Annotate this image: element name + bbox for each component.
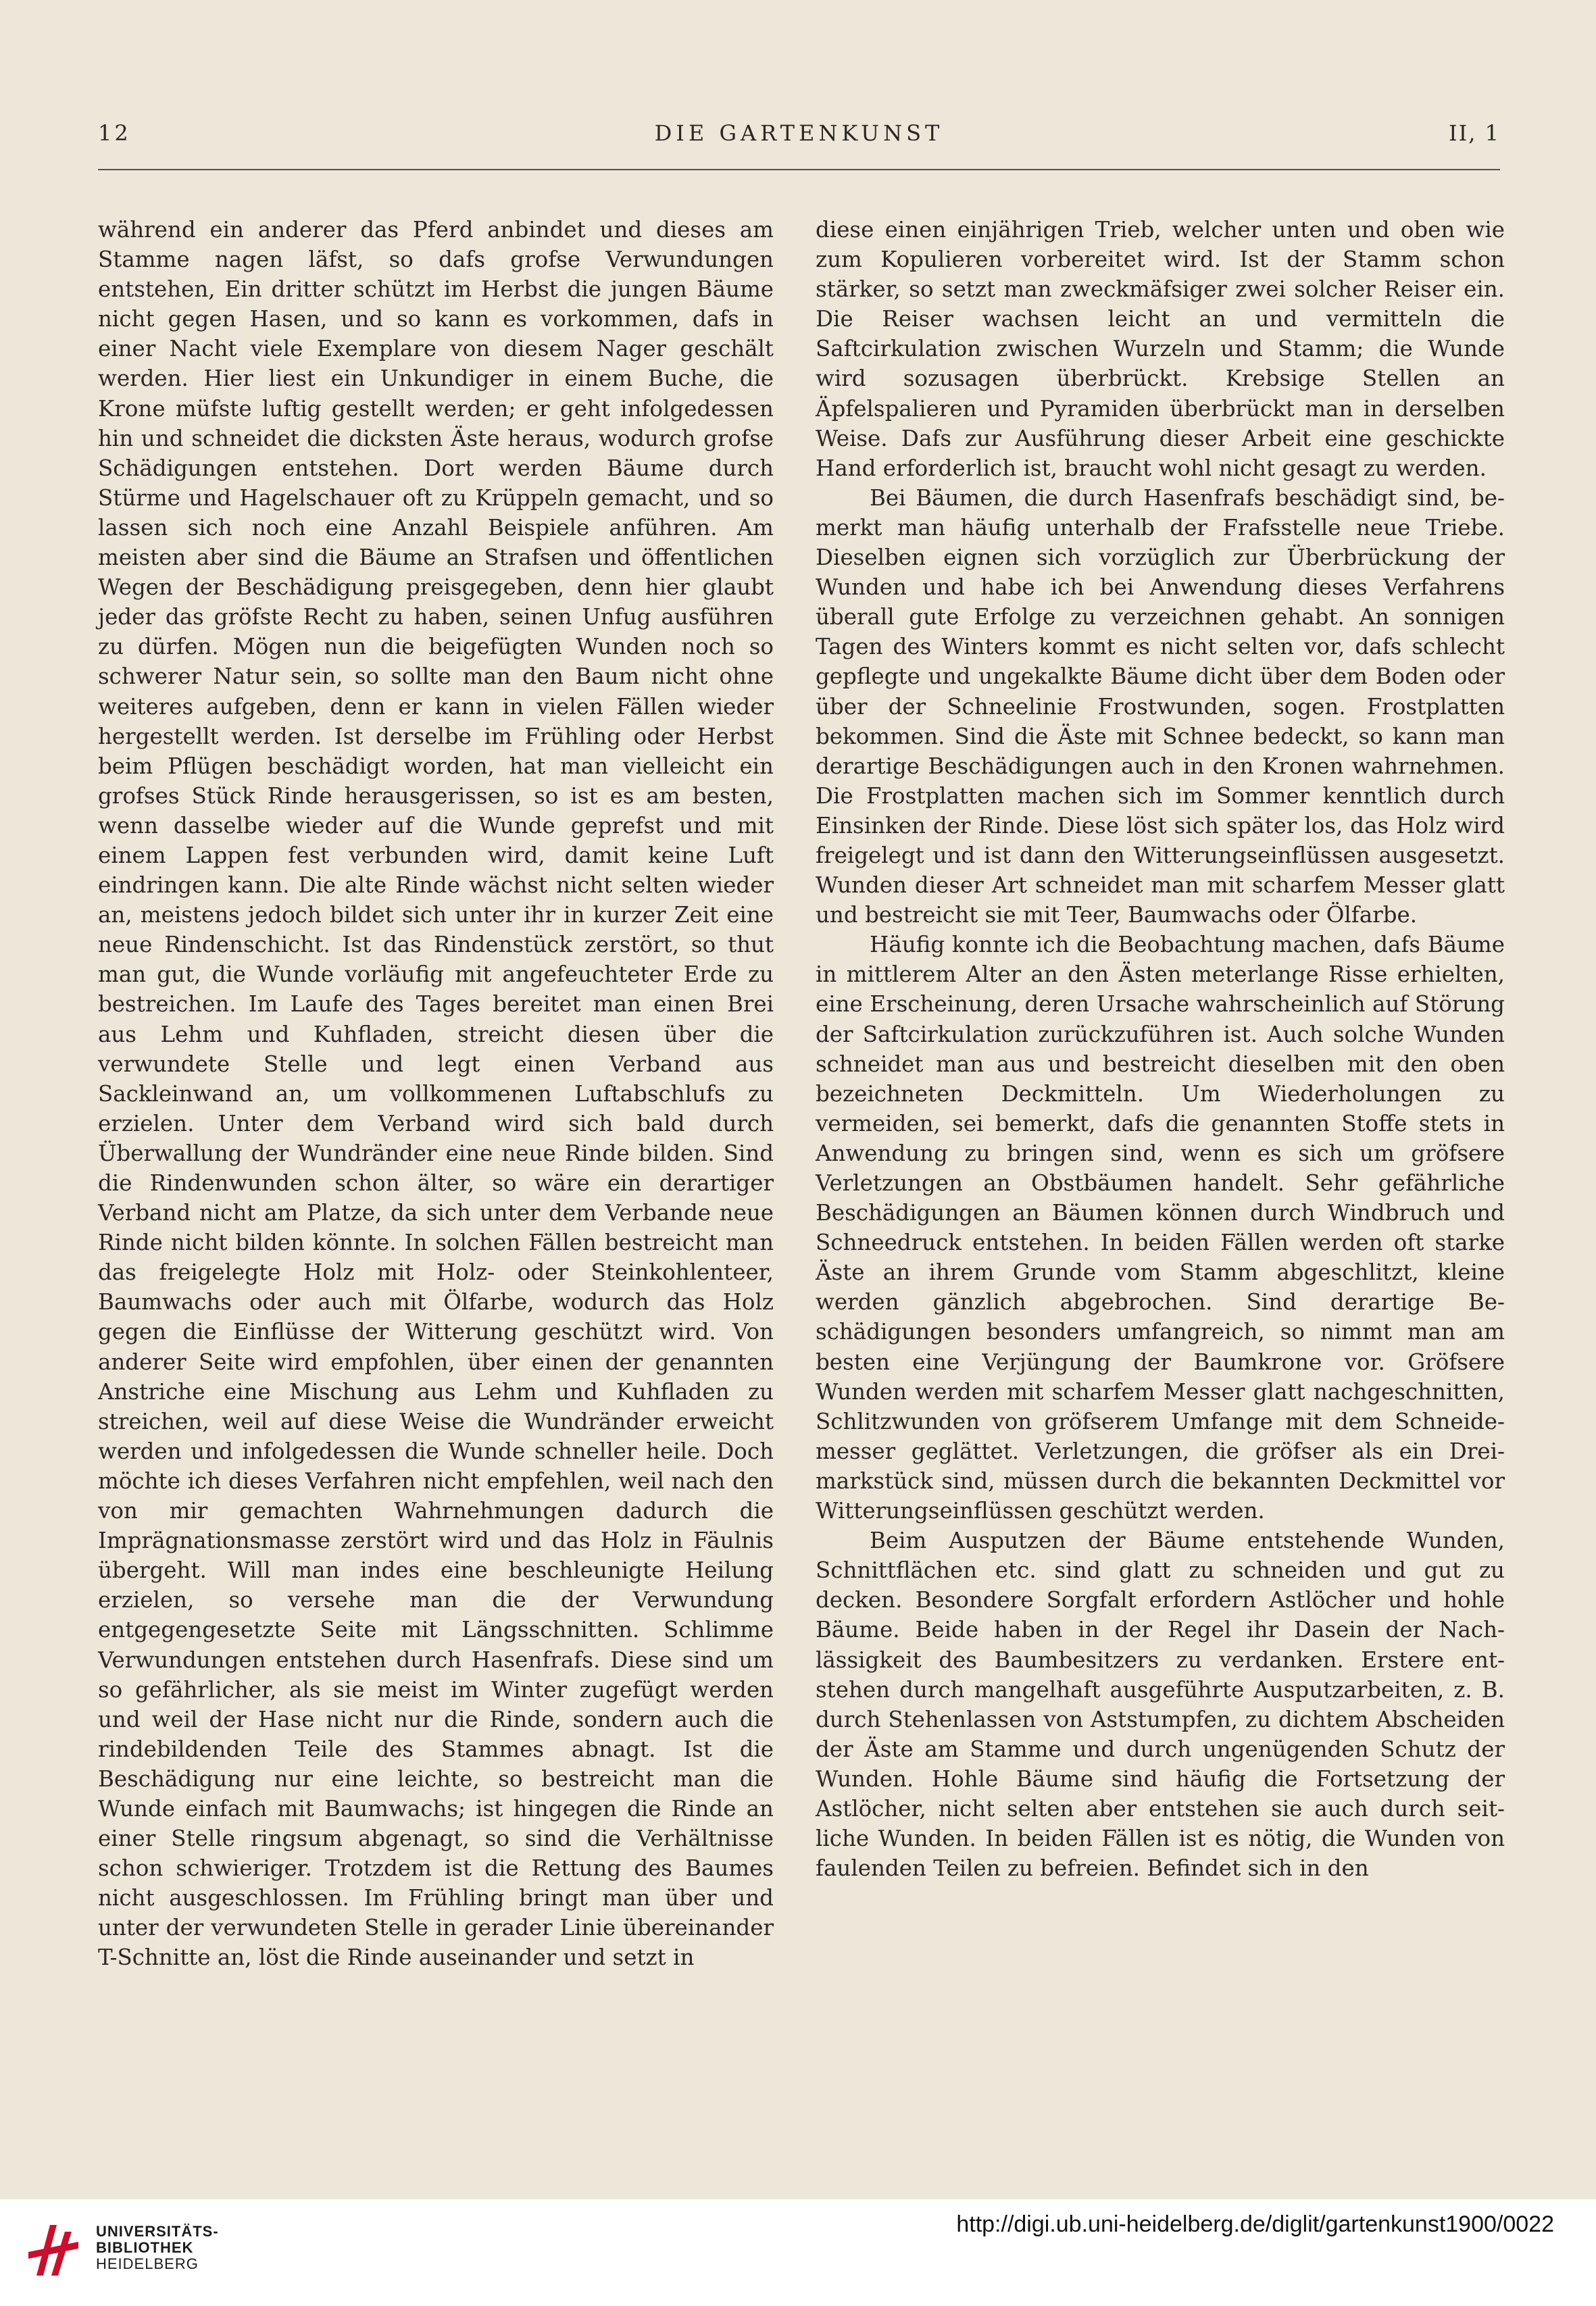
library-name-line1: UNIVERSITÄTS- <box>96 2223 219 2240</box>
library-name <box>96 2224 219 2272</box>
paragraph: Beim Ausputzen der Bäume entstehende Wunden, Schnittflächen etc. sind glatt zu schneiden und gut zu decken. Besondere Sorgfalt erfordern Astlöcher und hohle Bäume. Beide haben in der Regel ihr Dasein der Nachlässigkeit des Baumbesitzers zu verdanken. Erstere entstehen durch mangelhaft ausgeführte Ausputzarbeiten, z. B. durch Stehenlassen von Aststumpfen, zu dichtem Abscheiden der Äste am Stamme und durch ungenügenden Schutz der Wunden. Hohle Bäume sind häufig die Fortsetzung der Astlöcher, nicht selten aber entstehen sie auch durch seitliche Wunden. In beiden Fällen ist es nötig, die Wunden von faulenden Teilen zu befreien. Befindet sich in den <box>816 1528 1505 1882</box>
footer-bar <box>0 2199 1596 2306</box>
page-number: 12 <box>98 120 131 146</box>
left-column <box>98 215 774 1973</box>
source-url-link[interactable]: http://digi.ub.uni-heidelberg.de/diglit/gartenkunst1900/0022 <box>956 2211 1554 2237</box>
library-name-line2: BIBLIOTHEK <box>96 2239 194 2256</box>
right-column <box>816 215 1505 1883</box>
paragraph: während ein anderer das Pferd anbindet und dieses am Stamme nagen läfst, so dafs grofse Verwundungen entstehen, Ein dritter schützt im Herbst die jungen Bäume nicht gegen Hasen, und so kann es vorkommen, dafs in einer Nacht viele Exemplare von diesem Nager geschält werden. Hier liest ein Unkundiger in einem Buche, die Krone müfste luftig gestellt werden; er geht infolgedessen hin und schneidet die dicksten Äste heraus, wodurch grofse Schädigungen entstehen. Dort werden Bäume durch Stürme und Hagelschauer oft zu Krüppeln gemacht, und so lassen sich noch eine Anzahl Beispiele anführen. Am meisten aber sind die Bäume an Strafsen und öffentlichen Wegen der Beschädigung preisgegeben, denn hier glaubt jeder das gröfste Recht zu haben, seinen Unfug ausführen zu dürfen. Mögen nun die beigefügten Wunden noch so schwerer Natur sein, so sollte man den Baum nicht ohne weiteres aufgeben, denn er kann in vielen Fällen wieder hergestellt werden. Ist derselbe im Frühling oder Herbst beim Pflügen beschädigt worden, hat man vielleicht ein grofses Stück Rinde herausgerissen, so ist es am besten, wenn dasselbe wieder auf die Wunde geprefst und mit einem Lappen fest verbunden wird, damit keine Luft eindringen kann. Die alte Rinde wächst nicht selten wieder an, meistens jedoch bildet sich unter ihr in kurzer Zeit eine neue Rindenschicht. Ist das Rindenstück zerstört, so thut man gut, die Wunde vorläufig mit angefeuchteter Erde zu bestreichen. Im Laufe des Tages bereitet man einen Brei aus Lehm und Kuhfladen, streicht diesen über die verwundete Stelle und legt einen Verband aus Sackleinwand an, um vollkommenen Luftabschlufs zu erzielen. Unter dem Verband wird sich bald durch Überwallung der Wundränder eine neue Rinde bilden. Sind die Rindenwunden schon älter, so wäre ein derartiger Verband nicht am Platze, da sich unter dem Verbande neue Rinde nicht bilden könnte. In solchen Fällen bestreicht man das freigelegte Holz mit Holz- oder Steinkohlenteer, Baumwachs oder auch mit Ölfarbe, wodurch das Holz gegen die Einflüsse der Witterung geschützt wird. Von anderer Seite wird empfohlen, über einen der genannten Anstriche eine Mischung aus Lehm und Kuhfladen zu streichen, weil auf diese Weise die Wundränder erweicht werden und infolgedessen die Wunde schneller heile. Doch möchte ich dieses Verfahren nicht empfehlen, weil nach den von mir gemachten Wahrnehmungen dadurch die Imprägnationsmasse zerstört wird und das Holz in Fäulnis übergeht. Will man indes eine beschleunigte Heilung erzielen, so versehe man die der Verwundung entgegengesetzte Seite mit Längsschnitten. Schlimme Verwundungen entstehen durch Hasenfrafs. Diese sind um so gefährlicher, als sie meist im Winter zugefügt werden und weil der Hase nicht nur die Rinde, sondern auch die rindebildenden Teile des Stammes abnagt. Ist die Beschädigung nur eine leichte, so bestreicht man die Wunde einfach mit Baumwachs; ist hingegen die Rinde an einer Stelle ringsum abgenagt, so sind die Verhältnisse schon schwieriger. Trotzdem ist die Rettung des Baumes nicht ausgeschlossen. Im Frühling bringt man über und unter der verwundeten Stelle in gerader Linie übereinander T-Schnitte an, löst die Rinde auseinander und setzt in <box>98 217 774 1971</box>
paragraph: diese einen einjährigen Trieb, welcher unten und oben wie zum Kopulieren vorbereitet wird. Ist der Stamm schon stärker, so setzt man zweckmäfsiger zwei solcher Reiser ein. Die Reiser wachsen leicht an und vermitteln die Saftcirkulation zwischen Wurzeln und Stamm; die Wunde wird sozusagen überbrückt. Krebsige Stellen an Äpfelspalieren und Pyramiden überbrückt man in derselben Weise. Dafs zur Ausführung dieser Arbeit eine geschickte Hand erforderlich ist, braucht wohl nicht gesagt zu werden. <box>816 217 1505 481</box>
header-rule <box>98 169 1500 170</box>
running-header <box>98 114 1500 151</box>
library-name-line3: HEIDELBERG <box>96 2255 199 2272</box>
journal-title: DIE GARTENKUNST <box>654 120 944 146</box>
volume-number: II, 1 <box>1449 120 1500 146</box>
paragraph: Bei Bäumen, die durch Hasenfrafs beschädigt sind, bemerkt man häufig unterhalb der Frafsstelle neue Triebe. Dieselben eignen sich vorzüglich zur Überbrückung der Wunden und habe ich bei Anwendung dieses Verfahrens überall gute Erfolge zu verzeichnen gehabt. An sonnigen Tagen des Winters kommt es nicht selten vor, dafs schlecht gepflegte und ungekalkte Bäume dicht über dem Boden oder über der Schneelinie Frostwunden, sogen. Frostplatten bekommen. Sind die Äste mit Schnee bedeckt, so kann man derartige Beschädigungen auch in den Kronen wahrnehmen. Die Frostplatten machen sich im Sommer kenntlich durch Einsinken der Rinde. Diese löst sich später los, das Holz wird freigelegt und ist dann den Witterungseinflüssen ausgesetzt. Wunden dieser Art schneidet man mit scharfem Messer glatt und bestreicht sie mit Teer, Baumwachs oder Ölfarbe. <box>816 484 1505 928</box>
heidelberg-library-logo-icon <box>16 2211 91 2286</box>
paragraph: Häufig konnte ich die Beobachtung machen, dafs Bäume in mittlerem Alter an den Ästen meterlange Risse erhielten, eine Erscheinung, deren Ursache wahrscheinlich auf Störung der Saftcirkulation zurückzuführen ist. Auch solche Wunden schneidet man aus und bestreicht dieselben mit den oben bezeichneten Deckmitteln. Um Wiederholungen zu vermeiden, sei bemerkt, dafs die genannten Stoffe stets in Anwendung zu bringen sind, wenn es sich um gröfsere Verletzungen an Obstbäumen handelt. Sehr gefährliche Beschädigungen an Bäumen können durch Windbruch und Schneedruck entstehen. In beiden Fällen werden oft starke Äste an ihrem Grunde vom Stamm abgeschlitzt, kleine werden gänzlich abgebrochen. Sind derartige Beschädigungen besonders umfangreich, so nimmt man am besten eine Verjüngung der Baumkrone vor. Gröfsere Wunden werden mit scharfem Messer glatt nachgeschnitten, Schlitzwunden von gröfserem Umfange mit dem Schneidemesser geglättet. Verletzungen, die gröfser als ein Dreimarkstück sind, müssen durch die bekannten Deckmittel vor Witterungseinflüssen geschützt werden. <box>816 932 1505 1524</box>
